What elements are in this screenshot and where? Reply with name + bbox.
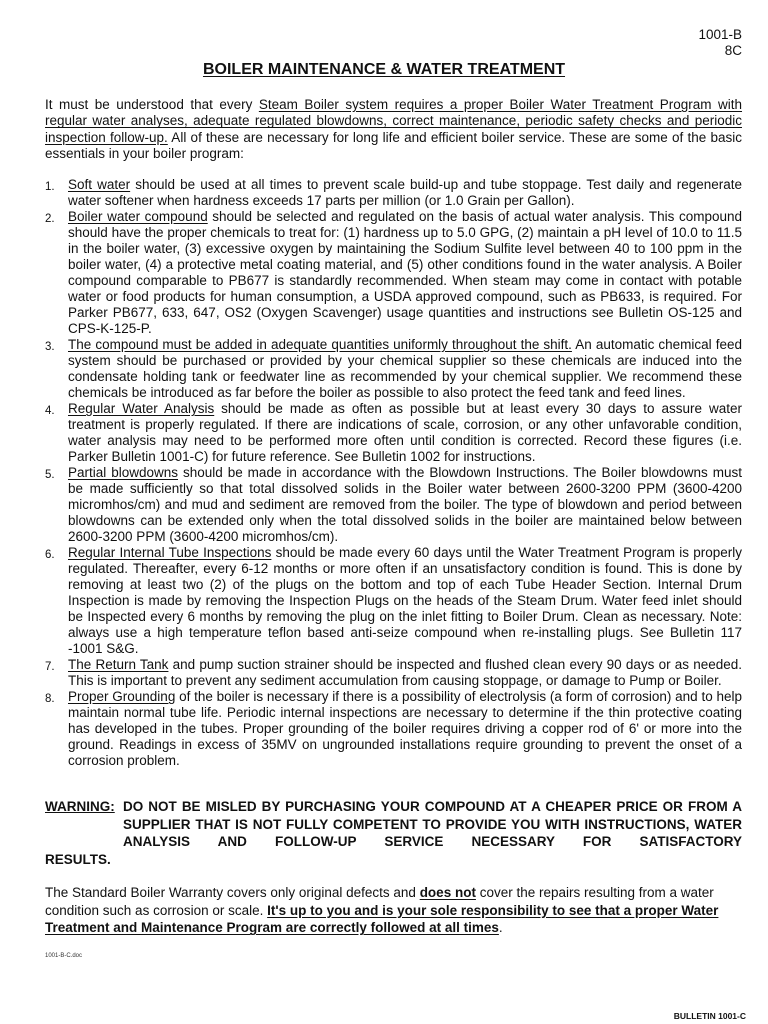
warning-label: WARNING:	[45, 799, 115, 814]
list-item	[45, 545, 742, 657]
item-number: 1.	[45, 181, 55, 193]
item-number: 6.	[45, 549, 55, 561]
item-heading: The compound must be added in adequate quantities uniformly throughout the shift.	[68, 337, 572, 352]
list-item	[45, 401, 742, 465]
intro-rest: All of these are necessary for long life and efficient boiler service. These are some of the basic essentials in your boiler program:	[45, 129, 742, 162]
item-number: 8.	[45, 693, 55, 705]
item-heading: Boiler water compound	[68, 209, 208, 224]
warranty-end: .	[498, 920, 503, 936]
footer-filename: 1001-B-C.doc	[45, 953, 83, 959]
list-item	[45, 689, 742, 769]
page-title	[0, 61, 768, 79]
warranty-paragraph	[45, 884, 742, 937]
item-text: of the boiler is necessary if there is a possibility of electrolysis (a form of corrosion) and to help maintain normal tube life. Periodic internal inspections are necessary to determine if the thin protective coating has developed in the tubes. Proper grounding of the boiler requires driving a copper rod of 6' or more into the ground. Readings in excess of 35MV on ungrounded installations require grounding to prevent the onset of a corrosion problem.	[68, 689, 742, 768]
list-item	[45, 209, 742, 337]
warning-tail: RESULTS.	[45, 851, 111, 867]
warranty-does-not: does not	[419, 885, 476, 900]
item-text: should be used at all times to prevent scale build-up and tube stoppage. Test daily and regenerate water softener when hardness exceeds 17 parts per million (or 1.0 Grain per Gallon).	[68, 177, 742, 208]
item-text: and pump suction strainer should be inspected and flushed clean every 90 days or as needed. This is important to prevent any sediment accumulation from causing stoppage, or damage to Pump or Boiler.	[68, 657, 742, 688]
item-number: 7.	[45, 661, 55, 673]
warranty-part2: cover the repairs resulting from a water condition such as corrosion or scale.	[45, 885, 714, 918]
intro-lead: It must be understood that every	[45, 97, 259, 112]
item-heading: Partial blowdowns	[68, 465, 179, 480]
item-heading: The Return Tank	[68, 657, 169, 672]
warning-block	[45, 798, 742, 868]
intro-paragraph	[45, 97, 742, 163]
list-item	[45, 657, 742, 689]
item-heading: Regular Water Analysis	[68, 401, 215, 416]
list-item	[45, 337, 742, 401]
document-number	[698, 27, 742, 59]
warning-text: DO NOT BE MISLED BY PURCHASING YOUR COMPOUND AT A CHEAPER PRICE OR FROM A SUPPLIER THAT IS NOT FULLY COMPETENT TO PROVIDE YOU WITH INSTRUCTIONS, WATER ANALYSIS AND FOLLOW-UP SERVICE NECESSARY FOR SATISFACTORY	[123, 799, 742, 850]
item-heading: Proper Grounding	[68, 689, 176, 704]
item-heading: Regular Internal Tube Inspections	[68, 545, 272, 560]
doc-number-line1: 1001-B	[698, 27, 742, 42]
item-text: should be made every 60 days until the Water Treatment Program is properly regulated. Thereafter, every 6-12 months or more often if an unsatisfactory condition is found. This is done by removing at least two (2) of the plugs on the bottom and top of each Tube Header Section. Internal Drum Inspection is made by removing the Inspection Plugs on the heads of the Steam Drum. Water feed inlet should be Inspected every 6 months by removing the plug on the inlet fitting to Boiler Drum. Clean as necessary. Note: always use a high temperature teflon based anti-seize compound when re-installing plugs. See Bulletin 117 -1001 S&G.	[68, 545, 742, 656]
intro-underlined: Steam Boiler system requires a proper Boiler Water Treatment Program with regular water analyses, adequate regulated blowdowns, correct maintenance, periodic safety checks and periodic inspection follow-up.	[45, 97, 743, 145]
footer-bulletin: BULLETIN 1001-C	[673, 1011, 746, 1021]
list-item	[45, 465, 742, 545]
item-number: 3.	[45, 341, 55, 353]
item-number: 4.	[45, 405, 55, 417]
item-number: 2.	[45, 213, 55, 225]
item-number: 5.	[45, 469, 55, 481]
warranty-part1: The Standard Boiler Warranty covers only original defects and	[45, 885, 420, 900]
item-text: should be selected and regulated on the basis of actual water analysis. This compound should have the proper chemicals to treat for: (1) hardness up to 5.0 GPG, (2) maintain a pH level of 10.0 to 11.5 in the boiler water, (3) excessive oxygen by maintaining the Sodium Sulfite level between 40 to 100 ppm in the boiler water, (4) a protective metal coating material, and (5) other conditions found in the water analysis. A Boiler compound comparable to PB677 is standardly recommended. When steam may come in contact with potable water or food products for human consumption, a USDA approved compound, such as PB633, is required. For Parker PB677, 633, 647, OS2 (Oxygen Scavenger) usage quantities and instructions see Bulletin OS-125 and CPS-K-125-P.	[68, 209, 742, 336]
item-text: An automatic chemical feed system should be purchased or provided by your chemical supplier so these chemicals are induced into the condensate holding tank or feedwater line as recommended by your chemical supplier. We recommend these chemicals be introduced as far before the boiler as possible to also protect the feed tank and feed lines.	[68, 337, 743, 400]
item-heading: Soft water	[68, 177, 131, 192]
item-text: should be made in accordance with the Blowdown Instructions. The Boiler blowdowns must be made sufficiently so that total dissolved solids in the Boiler water between 2600-3200 PPM (3600-4200 micromhos/cm) and mud and sediment are removed from the boiler. The type of blowdown and period between blowdowns can be extended only when the total dissolved solids in the boiler are maintained below between 2600-3200 PPM (3600-4200 micromhos/cm).	[68, 465, 742, 544]
doc-number-line2: 8C	[724, 43, 742, 58]
title-text: BOILER MAINTENANCE & WATER TREATMENT	[202, 61, 566, 78]
maintenance-list	[45, 177, 742, 769]
warranty-responsibility: It's up to you and is your sole responsibility to see that a proper Water Treatment and Maintenance Program are correctly followed at all times	[45, 902, 719, 936]
item-text: should be made as often as possible but at least every 30 days to assure water treatment is properly regulated. If there are indications of scale, corrosion, or any other unfavorable condition, water analysis may need to be performed more often until condition is corrected. Record these figures (i.e. Parker Bulletin 1001-C) for future reference. See Bulletin 1002 for instructions.	[68, 401, 742, 464]
list-item	[45, 177, 742, 209]
